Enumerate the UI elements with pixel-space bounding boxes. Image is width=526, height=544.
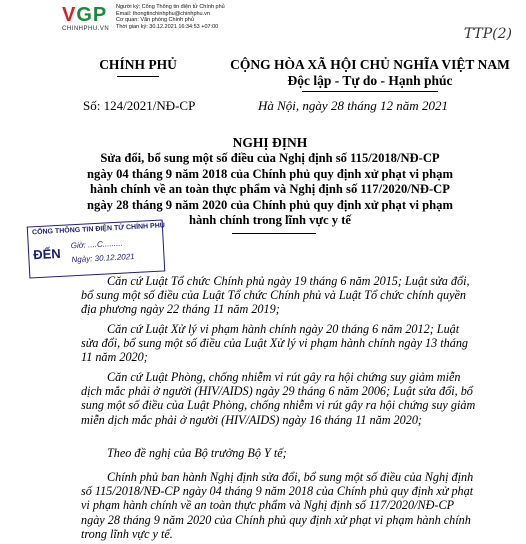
- place-date: Hà Nội, ngày 28 tháng 12 năm 2021: [258, 98, 448, 113]
- issuer-underline: [117, 76, 159, 77]
- received-stamp: [27, 219, 166, 278]
- title-line: ngày 28 tháng 9 năm 2020 của Chính phủ quy định xử phạt vi phạm: [87, 197, 453, 212]
- meta-signer: Người ký: Cổng Thông tin điện tử Chính phủ: [116, 4, 225, 10]
- title-line: Sửa đổi, bổ sung một số điều của Nghị định số 115/2018/NĐ-CP: [100, 151, 440, 165]
- meta-agency: Cơ quan: Văn phòng Chính phủ: [116, 17, 194, 23]
- stamp-org: CỔNG THÔNG TIN ĐIỆN TỬ CHÍNH PHỦ: [31, 222, 166, 237]
- document-type: NGHỊ ĐỊNH: [232, 135, 308, 150]
- title-line: hành chính trong lĩnh vực y tế: [189, 213, 351, 227]
- logo-subtitle: CHINHPHU.VN: [62, 26, 110, 32]
- preamble-paragraph: Căn cứ Luật Xử lý vi phạm hành chính ngày 20 tháng 6 năm 2012; Luật sửa đổi, bổ sung một số điều của Luật Xử lý vi phạm hành chính ngày 13 tháng 11 năm 2020;: [81, 322, 469, 365]
- title-line: ngày 04 tháng 9 năm 2018 của Chính phủ quy định xử phạt vi phạm: [87, 166, 453, 181]
- nation-motto: Độc lập - Tự do - Hạnh phúc: [287, 73, 453, 88]
- logo-v: V: [62, 4, 77, 26]
- meta-time: Thời gian ký: 30.12.2021 16:34:53 +07:00: [116, 23, 219, 30]
- preamble-paragraph: Căn cứ Luật Tổ chức Chính phủ ngày 19 tháng 6 năm 2015; Luật sửa đổi, bổ sung một số điều của Luật Tổ chức Chính phủ và Luật Tổ chức chính quyền địa phương ngày 22 tháng 11 năm 2019;: [81, 274, 470, 317]
- stamp-time: Giờ: ....C.........: [70, 238, 123, 251]
- document-title: [70, 151, 470, 229]
- document-number: Số: 124/2021/NĐ-CP: [83, 98, 196, 113]
- enactment-paragraph: Chính phủ ban hành Nghị định sửa đổi, bổ sung một số điều của Nghị định số 115/2018/NĐ-CP ngày 04 tháng 9 năm 2018 của Chính phủ quy định xử phạt vi phạm hành chính về an toàn thực phẩm và Nghị định số 117/2020/NĐ-CP ngày 28 tháng 9 năm 2020 của Chính phủ quy định xử phạt vi phạm hành chính trong lĩnh vực y tế.: [81, 470, 474, 541]
- vgp-logo: [62, 4, 118, 34]
- digital-signature-meta: [116, 4, 225, 30]
- meta-email: Email: thongtinchinhphu@chinhphu.vn: [116, 10, 210, 17]
- title-underline: [232, 233, 316, 234]
- handwritten-note: TTP(2): [463, 26, 512, 42]
- issuer-name: CHÍNH PHỦ: [99, 57, 177, 72]
- stamp-date: Ngày: 30.12.2021: [71, 251, 135, 265]
- logo-gp: GP: [76, 4, 108, 26]
- title-line: hành chính về an toàn thực phẩm và Nghị định số 117/2020/NĐ-CP: [90, 182, 450, 196]
- stamp-label: ĐẾN: [32, 245, 62, 263]
- preamble-paragraph: Theo đề nghị của Bộ trưởng Bộ Y tế;: [107, 446, 287, 460]
- nation-title: CỘNG HÒA XÃ HỘI CHỦ NGHĨA VIỆT NAM: [230, 57, 510, 72]
- preamble-paragraph: Căn cứ Luật Phòng, chống nhiễm vi rút gây ra hội chứng suy giảm miễn dịch mắc phải ở người (HIV/AIDS) ngày 29 tháng 6 năm 2006; Luật sửa đổi, bổ sung một số điều của Luật Phòng, chống nhiễm vi rút gây ra hội chứng suy giảm miễn dịch mắc phải ở người (HIV/AIDS) ngày 16 tháng 11 năm 2020;: [81, 370, 476, 427]
- motto-underline: [302, 91, 438, 92]
